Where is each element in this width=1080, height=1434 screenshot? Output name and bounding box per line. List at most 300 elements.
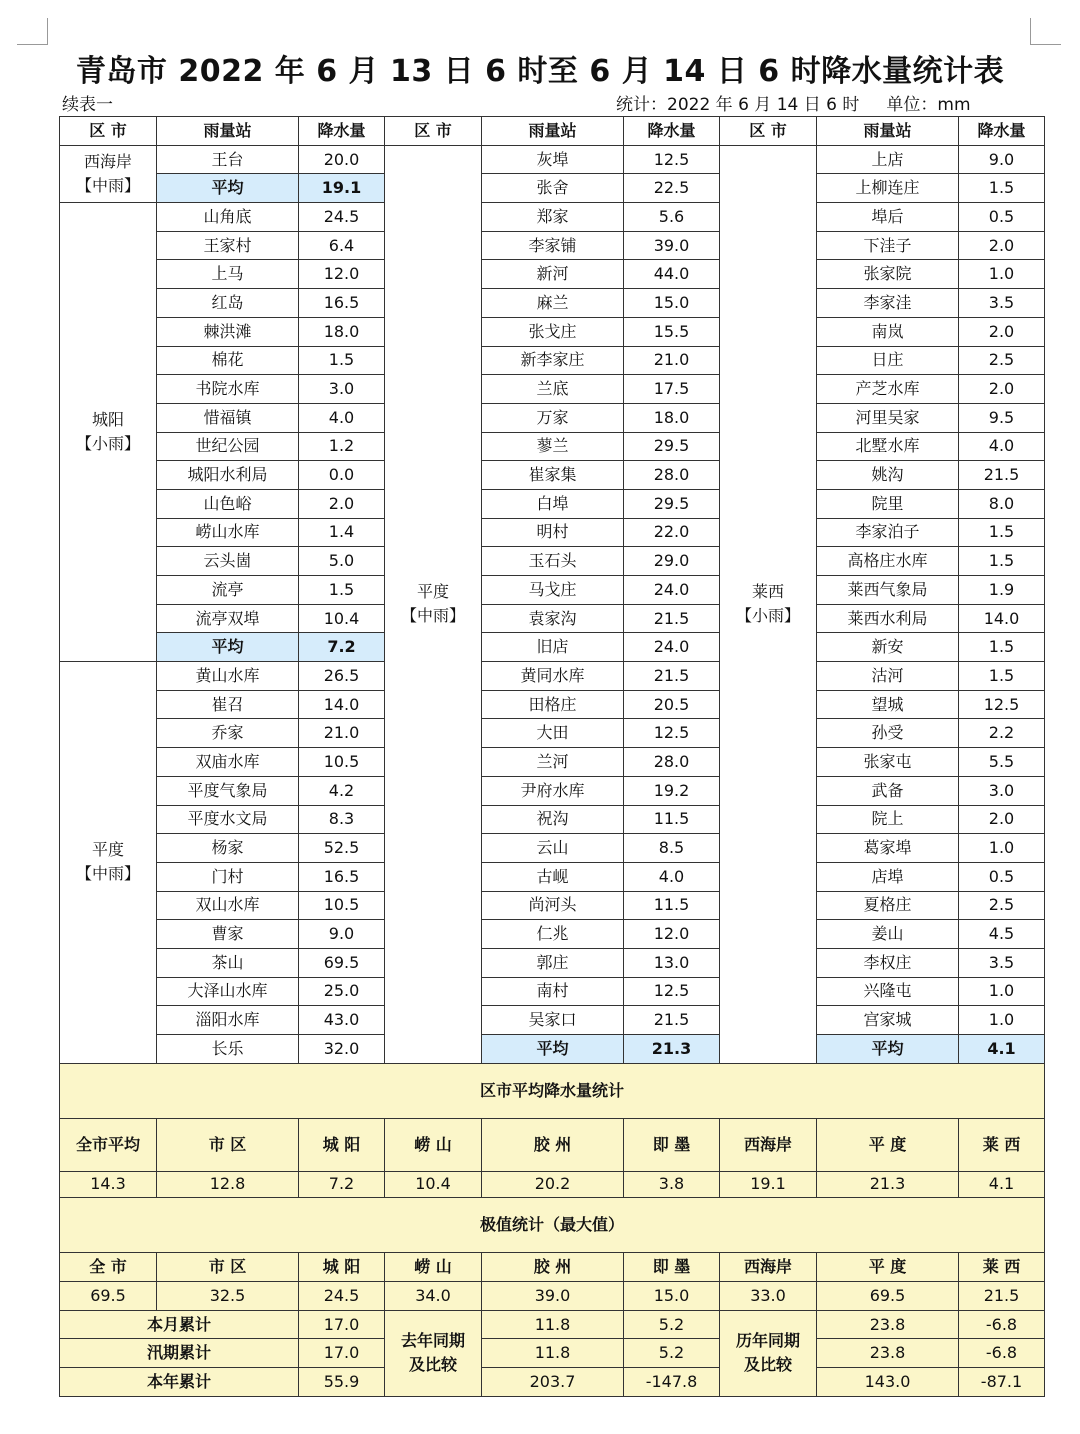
rainfall-value: 8.5 — [624, 834, 720, 863]
station-name: 新安 — [817, 633, 959, 662]
station-name: 孙受 — [817, 719, 959, 748]
rainfall-value: 14.0 — [959, 604, 1045, 633]
historical-value: 143.0 — [817, 1368, 959, 1397]
avg-header: 崂 山 — [385, 1118, 482, 1171]
station-name: 棉花 — [157, 346, 299, 375]
table-row — [60, 948, 1045, 977]
rainfall-value: 24.0 — [624, 576, 720, 605]
rainfall-value: 4.2 — [299, 776, 385, 805]
max-header: 平 度 — [817, 1252, 959, 1281]
station-name: 埠后 — [817, 203, 959, 232]
rainfall-value: 5.5 — [959, 748, 1045, 777]
header-station-2: 雨量站 — [482, 117, 624, 146]
station-name: 灰埠 — [482, 145, 624, 174]
table-row — [60, 346, 1045, 375]
station-name: 院里 — [817, 489, 959, 518]
rainfall-value: 4.0 — [959, 432, 1045, 461]
station-name: 云头崮 — [157, 547, 299, 576]
historical-diff: -6.8 — [959, 1310, 1045, 1339]
station-name: 郑家 — [482, 203, 624, 232]
average-value: 4.1 — [959, 1035, 1045, 1064]
station-name: 尹府水库 — [482, 776, 624, 805]
rainfall-value: 22.5 — [624, 174, 720, 203]
average-value: 7.2 — [299, 633, 385, 662]
rainfall-value: 4.0 — [299, 403, 385, 432]
station-name: 云山 — [482, 834, 624, 863]
station-name: 南村 — [482, 977, 624, 1006]
station-name: 莱西水利局 — [817, 604, 959, 633]
station-name: 葛家埠 — [817, 834, 959, 863]
avg-value: 3.8 — [624, 1171, 720, 1197]
station-name: 北墅水库 — [817, 432, 959, 461]
rainfall-value: 1.5 — [959, 518, 1045, 547]
rainfall-value: 21.5 — [624, 1006, 720, 1035]
rainfall-value: 2.0 — [959, 375, 1045, 404]
avg-value: 21.3 — [817, 1171, 959, 1197]
table-row — [60, 1035, 1045, 1064]
max-header: 胶 州 — [482, 1252, 624, 1281]
max-header: 莱 西 — [959, 1252, 1045, 1281]
table-row — [60, 776, 1045, 805]
header-rainfall-3: 降水量 — [959, 117, 1045, 146]
rainfall-value: 15.5 — [624, 317, 720, 346]
station-name: 张家院 — [817, 260, 959, 289]
station-name: 上店 — [817, 145, 959, 174]
station-name: 杨家 — [157, 834, 299, 863]
station-name: 山角底 — [157, 203, 299, 232]
rainfall-value: 0.5 — [959, 203, 1045, 232]
rainfall-value: 12.0 — [624, 920, 720, 949]
station-name: 茶山 — [157, 948, 299, 977]
rainfall-value: 16.5 — [299, 862, 385, 891]
max-value: 69.5 — [60, 1281, 157, 1310]
rainfall-value: 12.5 — [624, 719, 720, 748]
station-name: 田格庄 — [482, 690, 624, 719]
station-name: 李家铺 — [482, 231, 624, 260]
average-label: 平均 — [482, 1035, 624, 1064]
avg-value: 10.4 — [385, 1171, 482, 1197]
district-cell-pingdu1: 平度 【中雨】 — [60, 662, 157, 1064]
last-year-value: 203.7 — [482, 1368, 624, 1397]
rainfall-value: 21.0 — [624, 346, 720, 375]
station-name: 淄阳水库 — [157, 1006, 299, 1035]
rainfall-value: 24.5 — [299, 203, 385, 232]
avg-header: 即 墨 — [624, 1118, 720, 1171]
station-name: 武备 — [817, 776, 959, 805]
station-name: 产芝水库 — [817, 375, 959, 404]
table-row — [60, 891, 1045, 920]
avg-header: 城 阳 — [299, 1118, 385, 1171]
station-name: 祝沟 — [482, 805, 624, 834]
table-row — [60, 719, 1045, 748]
rainfall-value: 11.5 — [624, 891, 720, 920]
station-name: 古岘 — [482, 862, 624, 891]
rainfall-value: 1.5 — [959, 662, 1045, 691]
station-name: 高格庄水库 — [817, 547, 959, 576]
station-name: 平度气象局 — [157, 776, 299, 805]
rainfall-value: 3.5 — [959, 948, 1045, 977]
cumulative-label: 本月累计 — [60, 1310, 299, 1339]
rainfall-value: 4.0 — [624, 862, 720, 891]
station-name: 蓼兰 — [482, 432, 624, 461]
station-name: 王家村 — [157, 231, 299, 260]
avg-header: 平 度 — [817, 1118, 959, 1171]
rainfall-value: 1.0 — [959, 834, 1045, 863]
max-header: 城 阳 — [299, 1252, 385, 1281]
station-name: 长乐 — [157, 1035, 299, 1064]
rainfall-value: 18.0 — [299, 317, 385, 346]
rainfall-value: 4.5 — [959, 920, 1045, 949]
station-name: 姜山 — [817, 920, 959, 949]
rainfall-value: 17.5 — [624, 375, 720, 404]
station-name: 店埠 — [817, 862, 959, 891]
station-name: 万家 — [482, 403, 624, 432]
rainfall-value: 10.4 — [299, 604, 385, 633]
table-row — [60, 547, 1045, 576]
rainfall-value: 3.5 — [959, 289, 1045, 318]
avg-header: 市 区 — [157, 1118, 299, 1171]
max-value-title: 极值统计（最大值） — [60, 1197, 1045, 1252]
average-value: 21.3 — [624, 1035, 720, 1064]
station-name: 南岚 — [817, 317, 959, 346]
station-name: 流亭双埠 — [157, 604, 299, 633]
station-name: 旧店 — [482, 633, 624, 662]
district-average-header-row — [60, 1118, 1045, 1171]
max-value: 34.0 — [385, 1281, 482, 1310]
rainfall-value: 16.5 — [299, 289, 385, 318]
station-name: 双庙水库 — [157, 748, 299, 777]
historical-value: 23.8 — [817, 1310, 959, 1339]
max-header: 西海岸 — [720, 1252, 817, 1281]
avg-value: 14.3 — [60, 1171, 157, 1197]
table-row — [60, 317, 1045, 346]
historical-comparison-label: 历年同期 及比较 — [720, 1310, 817, 1396]
rainfall-value: 1.9 — [959, 576, 1045, 605]
rainfall-value: 14.0 — [299, 690, 385, 719]
header-district-3: 区 市 — [720, 117, 817, 146]
rainfall-value: 3.0 — [959, 776, 1045, 805]
last-year-value: 11.8 — [482, 1310, 624, 1339]
rainfall-value: 0.5 — [959, 862, 1045, 891]
station-name: 上柳连庄 — [817, 174, 959, 203]
rainfall-value: 1.5 — [959, 633, 1045, 662]
rainfall-value: 21.5 — [959, 461, 1045, 490]
station-name: 崂山水库 — [157, 518, 299, 547]
district-cell-chengyang: 城阳 【小雨】 — [60, 203, 157, 662]
historical-value: 23.8 — [817, 1339, 959, 1368]
max-value: 69.5 — [817, 1281, 959, 1310]
avg-value: 4.1 — [959, 1171, 1045, 1197]
rainfall-value: 12.0 — [299, 260, 385, 289]
header-station-3: 雨量站 — [817, 117, 959, 146]
rainfall-value: 1.5 — [299, 576, 385, 605]
average-label: 平均 — [157, 633, 299, 662]
cumulative-value: 55.9 — [299, 1368, 385, 1397]
station-name: 袁家沟 — [482, 604, 624, 633]
document-title: 青岛市 2022 年 6 月 13 日 6 时至 6 月 14 日 6 时降水量统计表 — [75, 54, 1005, 89]
header-station-1: 雨量站 — [157, 117, 299, 146]
last-year-diff: 5.2 — [624, 1310, 720, 1339]
rainfall-value: 29.5 — [624, 489, 720, 518]
average-label: 平均 — [817, 1035, 959, 1064]
table-row — [60, 662, 1045, 691]
station-name: 河里吴家 — [817, 403, 959, 432]
station-name: 日庄 — [817, 346, 959, 375]
rainfall-value: 8.0 — [959, 489, 1045, 518]
station-name: 上马 — [157, 260, 299, 289]
rainfall-value: 2.0 — [959, 805, 1045, 834]
station-name: 郭庄 — [482, 948, 624, 977]
station-name: 张家屯 — [817, 748, 959, 777]
station-name: 惜福镇 — [157, 403, 299, 432]
table-row — [60, 977, 1045, 1006]
cumulative-value: 17.0 — [299, 1310, 385, 1339]
avg-header: 西海岸 — [720, 1118, 817, 1171]
max-value: 15.0 — [624, 1281, 720, 1310]
cumulative-label: 本年累计 — [60, 1368, 299, 1397]
rainfall-value: 24.0 — [624, 633, 720, 662]
rainfall-value: 1.5 — [959, 174, 1045, 203]
rainfall-value: 28.0 — [624, 748, 720, 777]
station-name: 李权庄 — [817, 948, 959, 977]
table-row — [60, 260, 1045, 289]
table-row — [60, 1006, 1045, 1035]
rainfall-value: 26.5 — [299, 662, 385, 691]
last-year-comparison-label: 去年同期 及比较 — [385, 1310, 482, 1396]
station-rows — [60, 117, 1045, 1064]
header-row — [60, 117, 1045, 146]
station-name: 大田 — [482, 719, 624, 748]
rainfall-value: 9.0 — [299, 920, 385, 949]
station-name: 张戈庄 — [482, 317, 624, 346]
rainfall-value: 22.0 — [624, 518, 720, 547]
rainfall-value: 18.0 — [624, 403, 720, 432]
rainfall-value: 2.5 — [959, 346, 1045, 375]
rainfall-value: 1.5 — [959, 547, 1045, 576]
table-row — [60, 375, 1045, 404]
max-value-header-row — [60, 1252, 1045, 1281]
table-row — [60, 834, 1045, 863]
station-name: 李家洼 — [817, 289, 959, 318]
rainfall-value: 12.5 — [624, 145, 720, 174]
district-cell-laixi: 莱西 【小雨】 — [720, 145, 817, 1063]
station-name: 夏格庄 — [817, 891, 959, 920]
table-row — [60, 862, 1045, 891]
station-name: 麻兰 — [482, 289, 624, 318]
avg-value: 19.1 — [720, 1171, 817, 1197]
station-name: 马戈庄 — [482, 576, 624, 605]
station-name: 城阳水利局 — [157, 461, 299, 490]
table-row — [60, 145, 1045, 174]
max-header: 即 墨 — [624, 1252, 720, 1281]
table-row — [60, 231, 1045, 260]
station-name: 宫家城 — [817, 1006, 959, 1035]
max-value: 32.5 — [157, 1281, 299, 1310]
table-row — [60, 518, 1045, 547]
station-name: 世纪公园 — [157, 432, 299, 461]
max-value: 24.5 — [299, 1281, 385, 1310]
header-district-1: 区 市 — [60, 117, 157, 146]
cumulative-value: 17.0 — [299, 1339, 385, 1368]
avg-header: 胶 州 — [482, 1118, 624, 1171]
rainfall-value: 2.0 — [299, 489, 385, 518]
rainfall-value: 2.0 — [959, 231, 1045, 260]
cumulative-row-year — [60, 1368, 1045, 1397]
table-row — [60, 805, 1045, 834]
table-row — [60, 489, 1045, 518]
station-name: 玉石头 — [482, 547, 624, 576]
historical-diff: -87.1 — [959, 1368, 1045, 1397]
max-header: 市 区 — [157, 1252, 299, 1281]
station-name: 张舍 — [482, 174, 624, 203]
station-name: 下洼子 — [817, 231, 959, 260]
station-name: 棘洪滩 — [157, 317, 299, 346]
station-name: 兰河 — [482, 748, 624, 777]
average-value: 19.1 — [299, 174, 385, 203]
max-header: 全 市 — [60, 1252, 157, 1281]
avg-header: 莱 西 — [959, 1118, 1045, 1171]
rainfall-value: 13.0 — [624, 948, 720, 977]
rainfall-value: 69.5 — [299, 948, 385, 977]
rainfall-value: 1.4 — [299, 518, 385, 547]
max-header: 崂 山 — [385, 1252, 482, 1281]
rainfall-value: 29.0 — [624, 547, 720, 576]
rainfall-value: 19.2 — [624, 776, 720, 805]
cumulative-label: 汛期累计 — [60, 1339, 299, 1368]
average-label: 平均 — [157, 174, 299, 203]
rainfall-value: 1.0 — [959, 1006, 1045, 1035]
rainfall-value: 12.5 — [624, 977, 720, 1006]
rainfall-value: 28.0 — [624, 461, 720, 490]
last-year-diff: -147.8 — [624, 1368, 720, 1397]
rainfall-value: 2.5 — [959, 891, 1045, 920]
station-name: 黄山水库 — [157, 662, 299, 691]
district-average-title: 区市平均降水量统计 — [60, 1063, 1045, 1118]
rainfall-value: 1.5 — [299, 346, 385, 375]
continuation-label: 续表一 — [62, 95, 113, 115]
rainfall-value: 6.4 — [299, 231, 385, 260]
table-row — [60, 920, 1045, 949]
rainfall-value: 29.5 — [624, 432, 720, 461]
rainfall-value: 5.0 — [299, 547, 385, 576]
avg-value: 12.8 — [157, 1171, 299, 1197]
station-name: 平度水文局 — [157, 805, 299, 834]
avg-header: 全市平均 — [60, 1118, 157, 1171]
station-name: 王台 — [157, 145, 299, 174]
district-average-value-row — [60, 1171, 1045, 1197]
station-name: 门村 — [157, 862, 299, 891]
station-name: 崔召 — [157, 690, 299, 719]
rainfall-value: 2.0 — [959, 317, 1045, 346]
rainfall-value: 44.0 — [624, 260, 720, 289]
station-name: 流亭 — [157, 576, 299, 605]
table-row — [60, 289, 1045, 318]
summary-section — [60, 1063, 1045, 1396]
station-name: 沽河 — [817, 662, 959, 691]
rainfall-value: 0.0 — [299, 461, 385, 490]
station-name: 望城 — [817, 690, 959, 719]
station-name: 乔家 — [157, 719, 299, 748]
station-name: 黄同水库 — [482, 662, 624, 691]
station-name: 明村 — [482, 518, 624, 547]
rainfall-table — [59, 116, 1045, 1397]
table-row — [60, 461, 1045, 490]
table-row — [60, 174, 1045, 203]
max-value-row — [60, 1281, 1045, 1310]
rainfall-value: 5.6 — [624, 203, 720, 232]
station-name: 山色峪 — [157, 489, 299, 518]
rainfall-value: 9.5 — [959, 403, 1045, 432]
rainfall-value: 12.5 — [959, 690, 1045, 719]
rainfall-value: 21.5 — [624, 604, 720, 633]
rainfall-value: 20.5 — [624, 690, 720, 719]
historical-diff: -6.8 — [959, 1339, 1045, 1368]
rainfall-value: 43.0 — [299, 1006, 385, 1035]
rainfall-value: 2.2 — [959, 719, 1045, 748]
station-name: 李家泊子 — [817, 518, 959, 547]
station-name: 书院水库 — [157, 375, 299, 404]
station-name: 崔家集 — [482, 461, 624, 490]
station-name: 双山水库 — [157, 891, 299, 920]
rainfall-value: 52.5 — [299, 834, 385, 863]
cumulative-row-month — [60, 1310, 1045, 1339]
page-corner-mark-top-left — [17, 18, 48, 45]
table-row — [60, 690, 1045, 719]
table-row — [60, 604, 1045, 633]
station-name: 新李家庄 — [482, 346, 624, 375]
station-name: 新河 — [482, 260, 624, 289]
max-value: 39.0 — [482, 1281, 624, 1310]
rainfall-value: 15.0 — [624, 289, 720, 318]
table-row — [60, 633, 1045, 662]
table-row — [60, 576, 1045, 605]
rainfall-value: 25.0 — [299, 977, 385, 1006]
rainfall-value: 1.0 — [959, 977, 1045, 1006]
station-name: 姚沟 — [817, 461, 959, 490]
station-name: 红岛 — [157, 289, 299, 318]
rainfall-value: 10.5 — [299, 891, 385, 920]
table-row — [60, 748, 1045, 777]
rainfall-value: 32.0 — [299, 1035, 385, 1064]
station-name: 白埠 — [482, 489, 624, 518]
station-name: 莱西气象局 — [817, 576, 959, 605]
rainfall-value: 1.2 — [299, 432, 385, 461]
last-year-value: 11.8 — [482, 1339, 624, 1368]
station-name: 仁兆 — [482, 920, 624, 949]
rainfall-value: 11.5 — [624, 805, 720, 834]
district-cell-xihaian: 西海岸 【中雨】 — [60, 145, 157, 202]
station-name: 吴家口 — [482, 1006, 624, 1035]
header-rainfall-2: 降水量 — [624, 117, 720, 146]
header-district-2: 区 市 — [385, 117, 482, 146]
table-row — [60, 203, 1045, 232]
rainfall-value: 21.0 — [299, 719, 385, 748]
station-name: 院上 — [817, 805, 959, 834]
avg-value: 20.2 — [482, 1171, 624, 1197]
unit-label: 单位：mm — [886, 95, 971, 115]
district-cell-pingdu2: 平度 【中雨】 — [385, 145, 482, 1063]
station-name: 兰底 — [482, 375, 624, 404]
stat-info — [616, 90, 971, 115]
cumulative-row-flood-season — [60, 1339, 1045, 1368]
station-name: 兴隆屯 — [817, 977, 959, 1006]
page-corner-mark-top-right — [1030, 18, 1061, 45]
max-value: 33.0 — [720, 1281, 817, 1310]
rainfall-value: 8.3 — [299, 805, 385, 834]
station-name: 尚河头 — [482, 891, 624, 920]
rainfall-value: 21.5 — [624, 662, 720, 691]
station-name: 曹家 — [157, 920, 299, 949]
